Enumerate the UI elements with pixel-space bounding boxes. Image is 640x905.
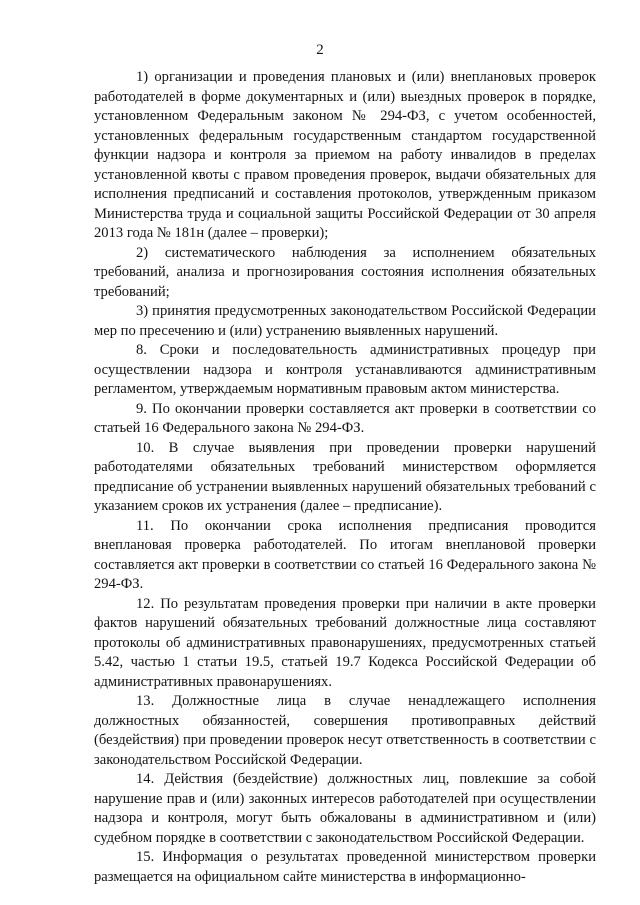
paragraph-item-3: 3) принятия предусмотренных законодательством Российской Федерации мер по пресечению и (или) устранению выявленных нарушений. bbox=[94, 303, 596, 339]
document-body bbox=[94, 68, 596, 887]
paragraph-13: 13. Должностные лица в случае ненадлежащего исполнения должностных обязанностей, совершения противоправных действий (бездействия) при проведении проверок несут ответственность в соответствии с законодательством Российской Федерации. bbox=[94, 693, 596, 768]
paragraph-item-2: 2) систематического наблюдения за исполнением обязательных требований, анализа и прогнозирования состояния исполнения обязательных требований; bbox=[94, 244, 596, 300]
paragraph-10: 10. В случае выявления при проведении проверки нарушений работодателями обязательных требований министерством оформляется предписание об устранении выявленных нарушений обязательных требований с указанием сроков их устранения (далее – предписание). bbox=[94, 439, 596, 514]
paragraph-15: 15. Информация о результатах проведенной министерством проверки размещается на официальном сайте министерства в информационно- bbox=[94, 849, 596, 885]
paragraph-12: 12. По результатам проведения проверки при наличии в акте проверки фактов нарушений обязательных требований должностные лица составляют протоколы об административных правонарушениях, предусмотренных статьей 5.42, частью 1 статьи 19.5, статьей 19.7 Кодекса Российской Федерации об административных правонарушениях. bbox=[94, 595, 596, 690]
page-number: 2 bbox=[316, 42, 324, 58]
paragraph-9: 9. По окончании проверки составляется акт проверки в соответствии со статьей 16 Федерального закона № 294-ФЗ. bbox=[94, 400, 596, 436]
paragraph-11: 11. По окончании срока исполнения предписания проводится внеплановая проверка работодателей. По итогам внеплановой проверки составляется акт проверки в соответствии со статьей 16 Федерального закона № 294-ФЗ. bbox=[94, 517, 596, 592]
paragraph-item-1: 1) организации и проведения плановых и (или) внеплановых проверок работодателей в форме документарных и (или) выездных проверок в порядке, установленном Федеральным законом № 294-ФЗ, с учетом особенностей, установленных федеральным государственным стандартом государственной функции надзора и контроля за приемом на работу инвалидов в пределах установленной квоты с правом проведения проверок, выдачи обязательных для исполнения предписаний и составления протоколов, утвержденным приказом Министерства труда и социальной защиты Российской Федерации от 30 апреля 2013 года № 181н (далее – проверки); bbox=[94, 69, 596, 241]
paragraph-8: 8. Сроки и последовательность административных процедур при осуществлении надзора и контроля устанавливаются административным регламентом, утверждаемым нормативным правовым актом министерства. bbox=[94, 342, 596, 397]
paragraph-14: 14. Действия (бездействие) должностных лиц, повлекшие за собой нарушение прав и (или) законных интересов работодателей при осуществлении надзора и контроля, могут быть обжалованы в административном и (или) судебном порядке в соответствии с законодательством Российской Федерации. bbox=[94, 771, 596, 846]
